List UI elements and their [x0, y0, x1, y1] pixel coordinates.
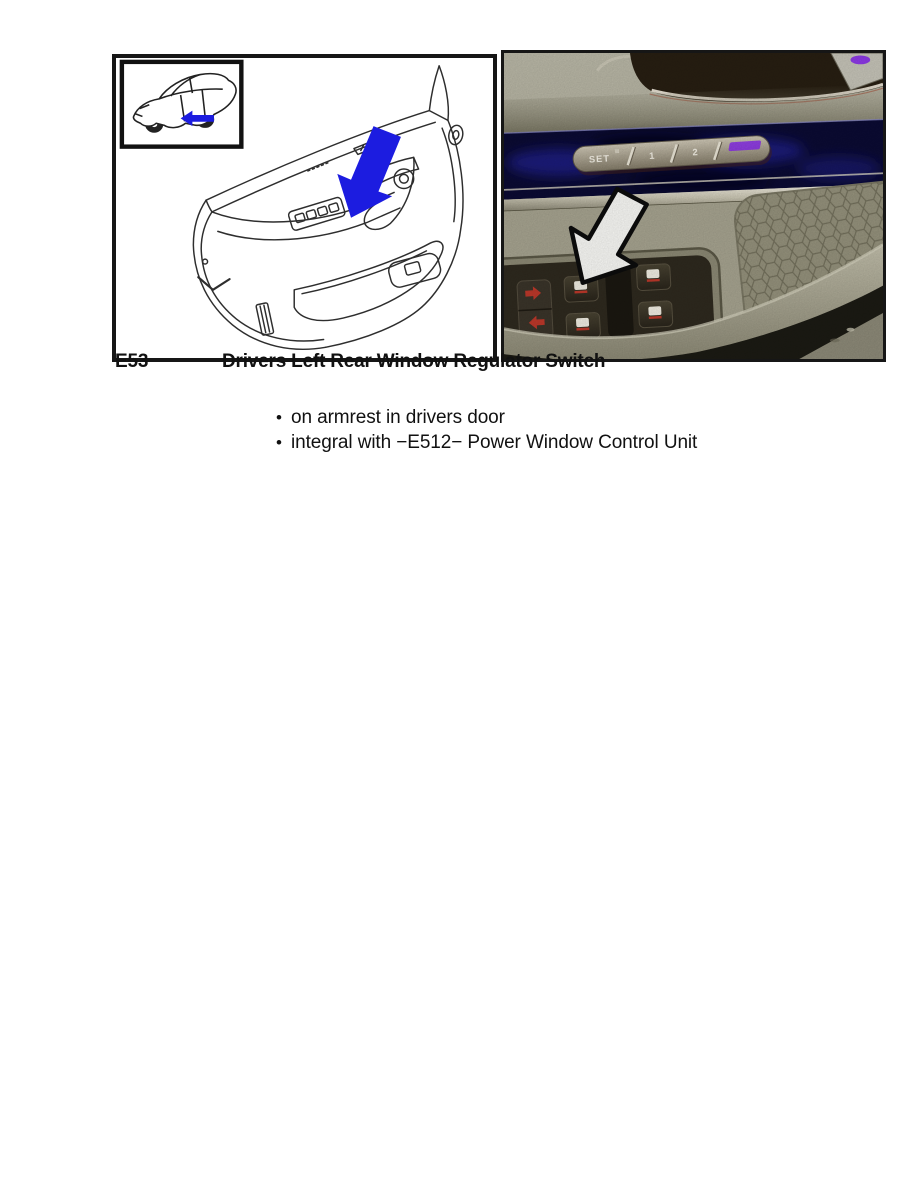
note-item: • on armrest in drivers door — [276, 405, 700, 430]
armrest-photo-svg — [504, 53, 883, 359]
component-title: Drivers Left Rear Window Regulator Switch — [222, 351, 606, 372]
component-code: E53 — [115, 351, 149, 372]
memory-set-button-label: SET — [588, 153, 611, 165]
door-panel-line-drawing — [112, 54, 497, 362]
component-heading — [0, 351, 918, 377]
door-panel-drawing-svg — [116, 58, 493, 358]
door-armrest-photo — [501, 50, 886, 362]
memory-2-button-label: 2 — [692, 147, 698, 158]
car-inset — [122, 62, 241, 147]
memory-1-button-label: 1 — [648, 150, 655, 161]
component-notes-list — [276, 405, 700, 455]
note-item: • integral with −E512− Power Window Control Unit — [276, 430, 700, 455]
photo-grain-overlay — [504, 53, 883, 359]
